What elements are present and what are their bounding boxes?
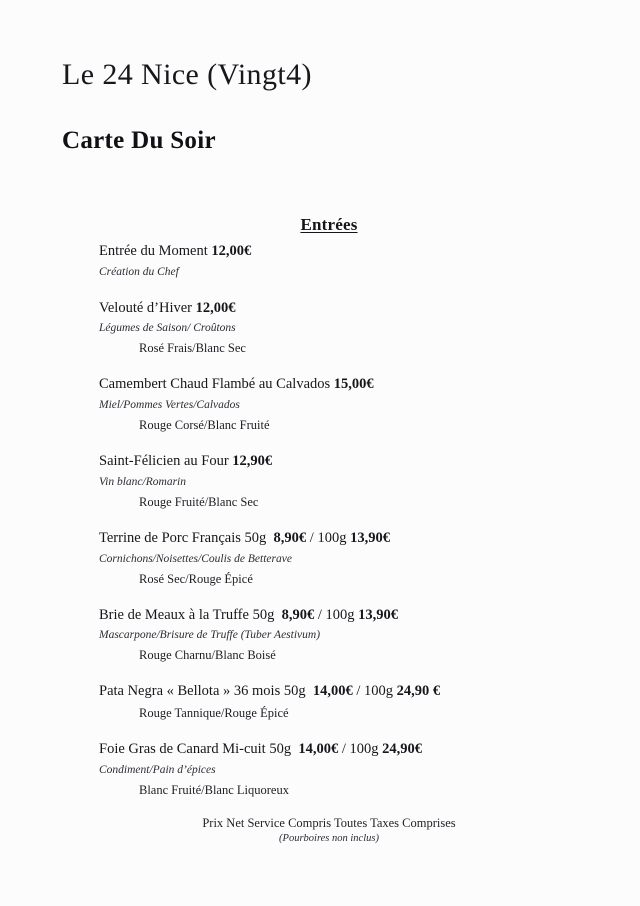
menu-item-price-secondary: 24,90€ bbox=[382, 741, 422, 758]
menu-title: Carte Du Soir bbox=[62, 127, 216, 154]
menu-item-name: Pata Negra « Bellota » 36 mois bbox=[99, 683, 281, 700]
menu-item-price-primary: 8,90€ bbox=[273, 529, 307, 546]
footer-tip-notice: (Pourboires non inclus) bbox=[279, 832, 379, 844]
menu-item-name: Brie de Meaux à la Truffe bbox=[99, 606, 249, 623]
menu-item-weight-large: 100g bbox=[325, 606, 355, 623]
menu-item-price-separator: / bbox=[356, 683, 361, 700]
restaurant-name: Le 24 Nice (Vingt4) bbox=[62, 58, 312, 91]
menu-item-weight-small: 50g bbox=[244, 529, 267, 546]
menu-item-price-primary: 15,00€ bbox=[333, 376, 374, 393]
menu-item-weight-small: 50g bbox=[269, 741, 292, 758]
menu-item bbox=[0, 528, 640, 589]
menu-item bbox=[0, 739, 640, 800]
menu-item-description: Cornichons/Noisettes/Coulis de Betterave bbox=[99, 552, 292, 565]
menu-item-wine-pairing: Rouge Tannique/Rouge Épicé bbox=[139, 706, 289, 721]
menu-item-name: Camembert Chaud Flambé au Calvados bbox=[99, 376, 331, 393]
menu-item-list bbox=[0, 241, 640, 800]
menu-item-name: Entrée du Moment bbox=[99, 243, 208, 259]
menu-item-wine-pairing: Rouge Fruité/Blanc Sec bbox=[139, 494, 259, 509]
menu-item-title bbox=[99, 298, 640, 320]
menu-item-title bbox=[99, 241, 640, 263]
menu-item-weight-large: 100g bbox=[364, 683, 393, 700]
menu-item-description: Vin blanc/Romarin bbox=[99, 475, 186, 488]
menu-item-price-separator: / bbox=[317, 606, 322, 623]
menu-item-description: Mascarpone/Brisure de Truffe (Tuber Aestivum) bbox=[99, 629, 321, 642]
menu-item-price-separator: / bbox=[341, 741, 346, 758]
menu-item-title bbox=[99, 451, 640, 473]
menu-item-name: Velouté d’Hiver bbox=[99, 299, 193, 316]
footer-price-notice: Prix Net Service Compris Toutes Taxes Comprises bbox=[202, 816, 456, 830]
section-heading: Entrées bbox=[300, 215, 358, 234]
menu-item-weight-large: 100g bbox=[317, 529, 347, 546]
menu-item-price-primary: 12,90€ bbox=[232, 453, 273, 470]
menu-item-title bbox=[99, 528, 640, 550]
menu-item-name: Terrine de Porc Français bbox=[99, 529, 241, 546]
menu-item-wine-pairing: Blanc Fruité/Blanc Liquoreux bbox=[139, 782, 289, 797]
menu-item-title bbox=[99, 681, 640, 703]
menu-item-description: Condiment/Pain d’épices bbox=[99, 763, 216, 776]
menu-item-price-primary: 12,00€ bbox=[211, 243, 252, 259]
menu-item-price-secondary: 24,90 € bbox=[396, 683, 441, 700]
menu-item bbox=[0, 681, 640, 723]
menu-item-weight-small: 50g bbox=[252, 606, 275, 623]
menu-item bbox=[0, 451, 640, 512]
menu-item-price-primary: 8,90€ bbox=[281, 606, 315, 623]
menu-item-price-primary: 14,00€ bbox=[298, 741, 339, 758]
menu-item-weight-large: 100g bbox=[349, 741, 379, 758]
menu-item-price-primary: 12,00€ bbox=[195, 299, 236, 316]
menu-item-name: Saint-Félicien au Four bbox=[99, 453, 229, 470]
menu-item-description: Miel/Pommes Vertes/Calvados bbox=[99, 399, 240, 412]
menu-item-name: Foie Gras de Canard Mi-cuit bbox=[99, 741, 266, 758]
menu-item-price-separator: / bbox=[309, 529, 314, 546]
menu-item-price-secondary: 13,90€ bbox=[350, 529, 390, 546]
menu-footer bbox=[0, 815, 640, 846]
menu-item-wine-pairing: Rosé Sec/Rouge Épicé bbox=[139, 571, 253, 586]
menu-item-description: Création du Chef bbox=[99, 265, 179, 278]
menu-item-weight-small: 50g bbox=[283, 683, 306, 700]
menu-item bbox=[0, 605, 640, 666]
menu-section-entrees bbox=[0, 215, 640, 816]
menu-item-price-primary: 14,00€ bbox=[312, 683, 353, 700]
menu-item-title bbox=[99, 374, 640, 396]
menu-item-title bbox=[99, 605, 640, 627]
menu-item-wine-pairing: Rosé Frais/Blanc Sec bbox=[139, 341, 246, 356]
menu-item bbox=[0, 374, 640, 435]
menu-item-price-secondary: 13,90€ bbox=[358, 606, 398, 623]
menu-item bbox=[0, 241, 640, 282]
menu-item-wine-pairing: Rouge Corsé/Blanc Fruité bbox=[139, 418, 270, 433]
menu-item-wine-pairing: Rouge Charnu/Blanc Boisé bbox=[139, 648, 276, 663]
menu-item bbox=[0, 298, 640, 359]
menu-item-title bbox=[99, 739, 640, 761]
menu-item-description: Légumes de Saison/ Croûtons bbox=[99, 322, 236, 335]
